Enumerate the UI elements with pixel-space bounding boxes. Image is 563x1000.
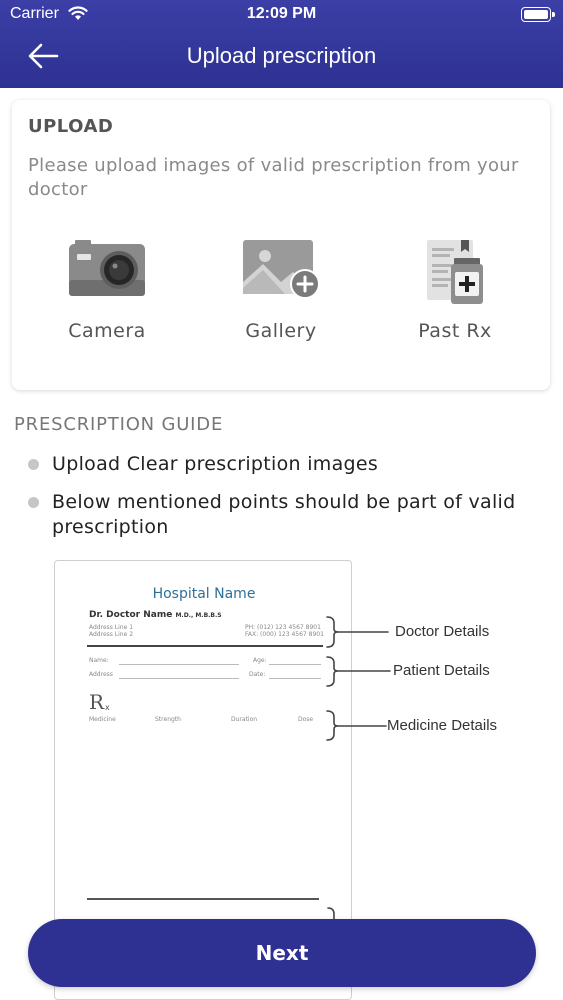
col-duration: Duration xyxy=(231,716,258,723)
doctor-name xyxy=(89,610,222,620)
doctor-phone: PH: (012) 123 4567 8901 xyxy=(245,624,321,631)
past-rx-icon xyxy=(423,240,487,306)
carrier-label: Carrier xyxy=(10,5,59,22)
rx-symbol: R xyxy=(89,690,105,714)
clock: 12:09 PM xyxy=(246,5,317,22)
camera-option[interactable] xyxy=(32,240,182,350)
status-bar xyxy=(0,0,563,30)
upload-description: Please upload images of valid prescription from your doctor xyxy=(28,155,519,200)
bracket-lines xyxy=(322,610,392,920)
past-rx-option[interactable] xyxy=(380,240,530,350)
gallery-label: Gallery xyxy=(245,320,317,342)
doctor-name-text: Dr. Doctor Name xyxy=(89,610,173,620)
callout-doctor-details: Doctor Details xyxy=(395,623,490,640)
callout-medicine-details: Medicine Details xyxy=(387,717,498,734)
guide-bullet-text: Below mentioned points should be part of valid prescription xyxy=(52,491,516,538)
bullet-dot xyxy=(28,497,39,508)
divider xyxy=(87,645,323,647)
app-header xyxy=(0,0,563,88)
callout-patient-details: Patient Details xyxy=(393,662,490,679)
guide-heading: PRESCRIPTION GUIDE xyxy=(14,414,224,435)
doctor-bracket xyxy=(327,617,338,647)
address-label: Address xyxy=(89,671,113,678)
col-dose: Dose xyxy=(298,716,314,723)
guide-bullet-text: Upload Clear prescription images xyxy=(52,453,379,475)
name-label: Name: xyxy=(89,657,109,664)
age-line xyxy=(269,664,321,665)
camera-label: Camera xyxy=(68,320,146,342)
battery-icon xyxy=(521,7,551,22)
date-line xyxy=(269,678,321,679)
next-button[interactable]: Next xyxy=(28,919,536,987)
medicine-bracket xyxy=(327,711,338,740)
gallery-option[interactable] xyxy=(206,240,356,350)
col-medicine: Medicine xyxy=(89,716,116,723)
address-line-1: Address Line 1 xyxy=(89,624,134,631)
bullet-dot xyxy=(28,459,39,470)
rx-subscript: x xyxy=(105,703,110,712)
doctor-fax: FAX: (000) 123 4567 8901 xyxy=(245,631,324,638)
page-title: Upload prescription xyxy=(186,43,377,68)
patient-bracket xyxy=(327,657,338,686)
gallery-icon xyxy=(241,240,321,300)
signature-line xyxy=(87,898,319,900)
address-line-2: Address Line 2 xyxy=(89,631,134,638)
camera-icon xyxy=(69,240,145,300)
col-strength: Strength xyxy=(155,716,181,723)
date-label: Date: xyxy=(249,671,266,678)
age-label: Age: xyxy=(253,657,267,664)
upload-heading: UPLOAD xyxy=(28,116,114,137)
hospital-name: Hospital Name xyxy=(152,586,256,602)
past-rx-label: Past Rx xyxy=(418,320,492,342)
name-line xyxy=(119,664,239,665)
doctor-degree: M.D., M.B.B.S xyxy=(175,612,222,619)
address-line xyxy=(119,678,239,679)
upload-card xyxy=(12,100,550,390)
